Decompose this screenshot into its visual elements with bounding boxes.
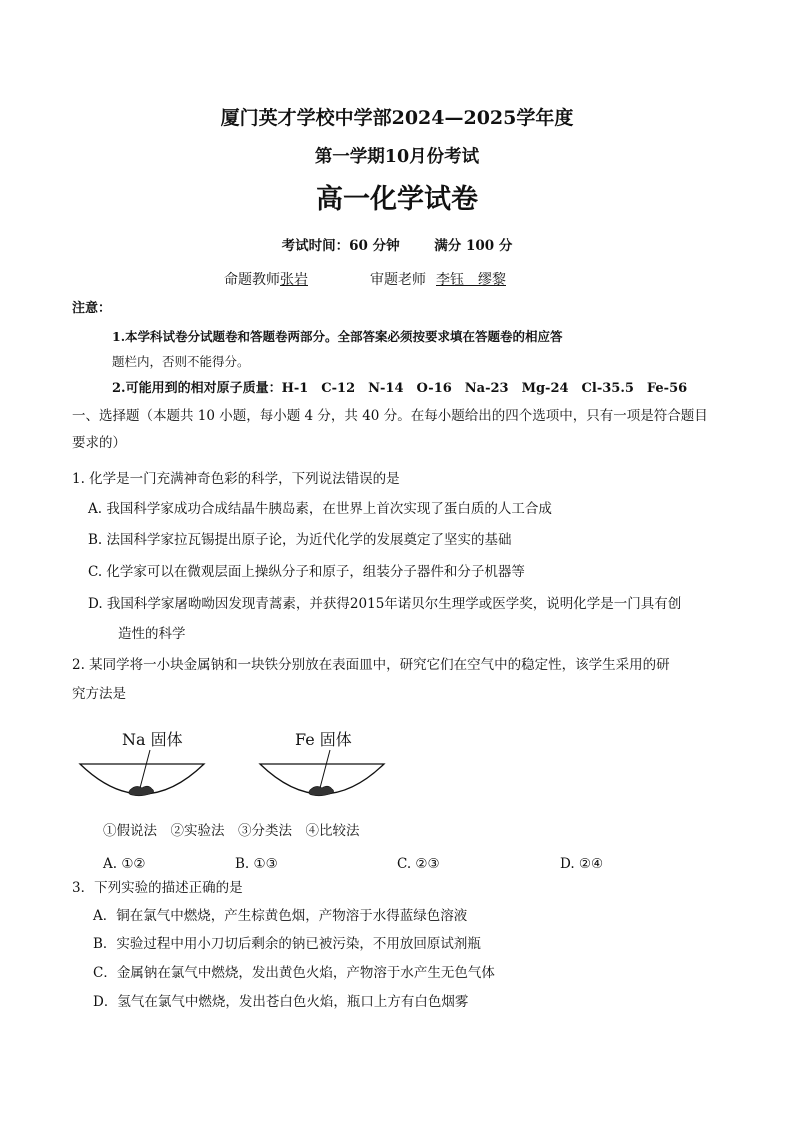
reviewer-label: 审题老师 <box>370 272 426 288</box>
notice-label: 注意： <box>72 301 112 316</box>
q2-option-d: D. ②④ <box>560 856 604 872</box>
q3-option-b: B．实验过程中用小刀切后剩余的钠已被污染，不用放回原试剂瓶 <box>93 936 481 952</box>
section-heading: 一、选择题（本题共 10 小题，每小题 4 分，共 40 分。在每小题给出的四个选项中，只有一项是符合题目 <box>72 408 708 424</box>
na-watch-glass <box>80 750 204 796</box>
school-title: 厦门英才学校中学部2024—2025学年度 <box>220 107 574 129</box>
setter-name: 张岩 <box>280 272 308 288</box>
full-score: 满分 100 分 <box>434 238 513 254</box>
notice-item1: 1.本学科试卷分试题卷和答题卷两部分。全部答案必须按要求填在答题卷的相应答 <box>112 329 563 344</box>
fe-watch-glass <box>260 750 384 796</box>
notice-item2: 2.可能用到的相对原子质量：H-1 C-12 N-14 O-16 Na-23 Mg-24 Cl-35.5 Fe-56 <box>112 381 688 396</box>
staff-line <box>224 271 541 289</box>
exam-title: 第一学期10月份考试 <box>314 147 480 167</box>
watch-glass-diagram <box>70 728 400 802</box>
q2-option-a: A. ①② <box>103 856 146 872</box>
reviewer-names: 李钰 缪黎 <box>436 272 506 288</box>
q3-stem: 3．下列实验的描述正确的是 <box>72 880 243 896</box>
exam-time: 考试时间：60 分钟 <box>281 238 400 254</box>
q2-stem-cont: 究方法是 <box>72 686 126 702</box>
q3-option-a: A．铜在氯气中燃烧，产生棕黄色烟，产物溶于水得蓝绿色溶液 <box>93 908 468 924</box>
q1-option-b: B. 法国科学家拉瓦锡提出原子论，为近代化学的发展奠定了坚实的基础 <box>88 532 512 548</box>
na-sample <box>129 786 154 796</box>
section-heading-cont: 要求的） <box>72 435 126 451</box>
q1-option-d: D. 我国科学家屠呦呦因发现青蒿素，并获得2015年诺贝尔生理学或医学奖，说明化学是一门具有创 <box>88 596 682 612</box>
notice-item1-cont: 题栏内，否则不能得分。 <box>112 354 250 369</box>
q2-stem: 2. 某同学将一小块金属钠和一块铁分别放在表面皿中，研究它们在空气中的稳定性，该学生采用的研 <box>72 657 670 673</box>
fe-sample <box>309 786 334 796</box>
setter-label: 命题教师 <box>224 272 280 288</box>
q3-option-c: C．金属钠在氯气中燃烧，发出黄色火焰，产物溶于水产生无色气体 <box>93 965 495 981</box>
q2-option-b: B. ①③ <box>235 856 278 872</box>
q2-methods: ①假说法 ②实验法 ③分类法 ④比较法 <box>103 823 360 839</box>
na-solid-label: Na 固体 <box>122 730 183 749</box>
q1-option-a: A. 我国科学家成功合成结晶牛胰岛素，在世界上首次实现了蛋白质的人工合成 <box>88 501 552 517</box>
exam-info <box>0 237 794 255</box>
q1-option-c: C. 化学家可以在微观层面上操纵分子和原子，组装分子器件和分子机器等 <box>88 564 525 580</box>
fe-solid-label: Fe 固体 <box>295 730 352 749</box>
q1-stem: 1. 化学是一门充满神奇色彩的科学，下列说法错误的是 <box>72 471 400 487</box>
paper-title: 高一化学试卷 <box>316 184 478 215</box>
q2-option-c: C. ②③ <box>397 856 440 872</box>
q3-option-d: D．氢气在氯气中燃烧，发出苍白色火焰，瓶口上方有白色烟雾 <box>93 994 469 1010</box>
q1-option-d-cont: 造性的科学 <box>118 626 186 642</box>
